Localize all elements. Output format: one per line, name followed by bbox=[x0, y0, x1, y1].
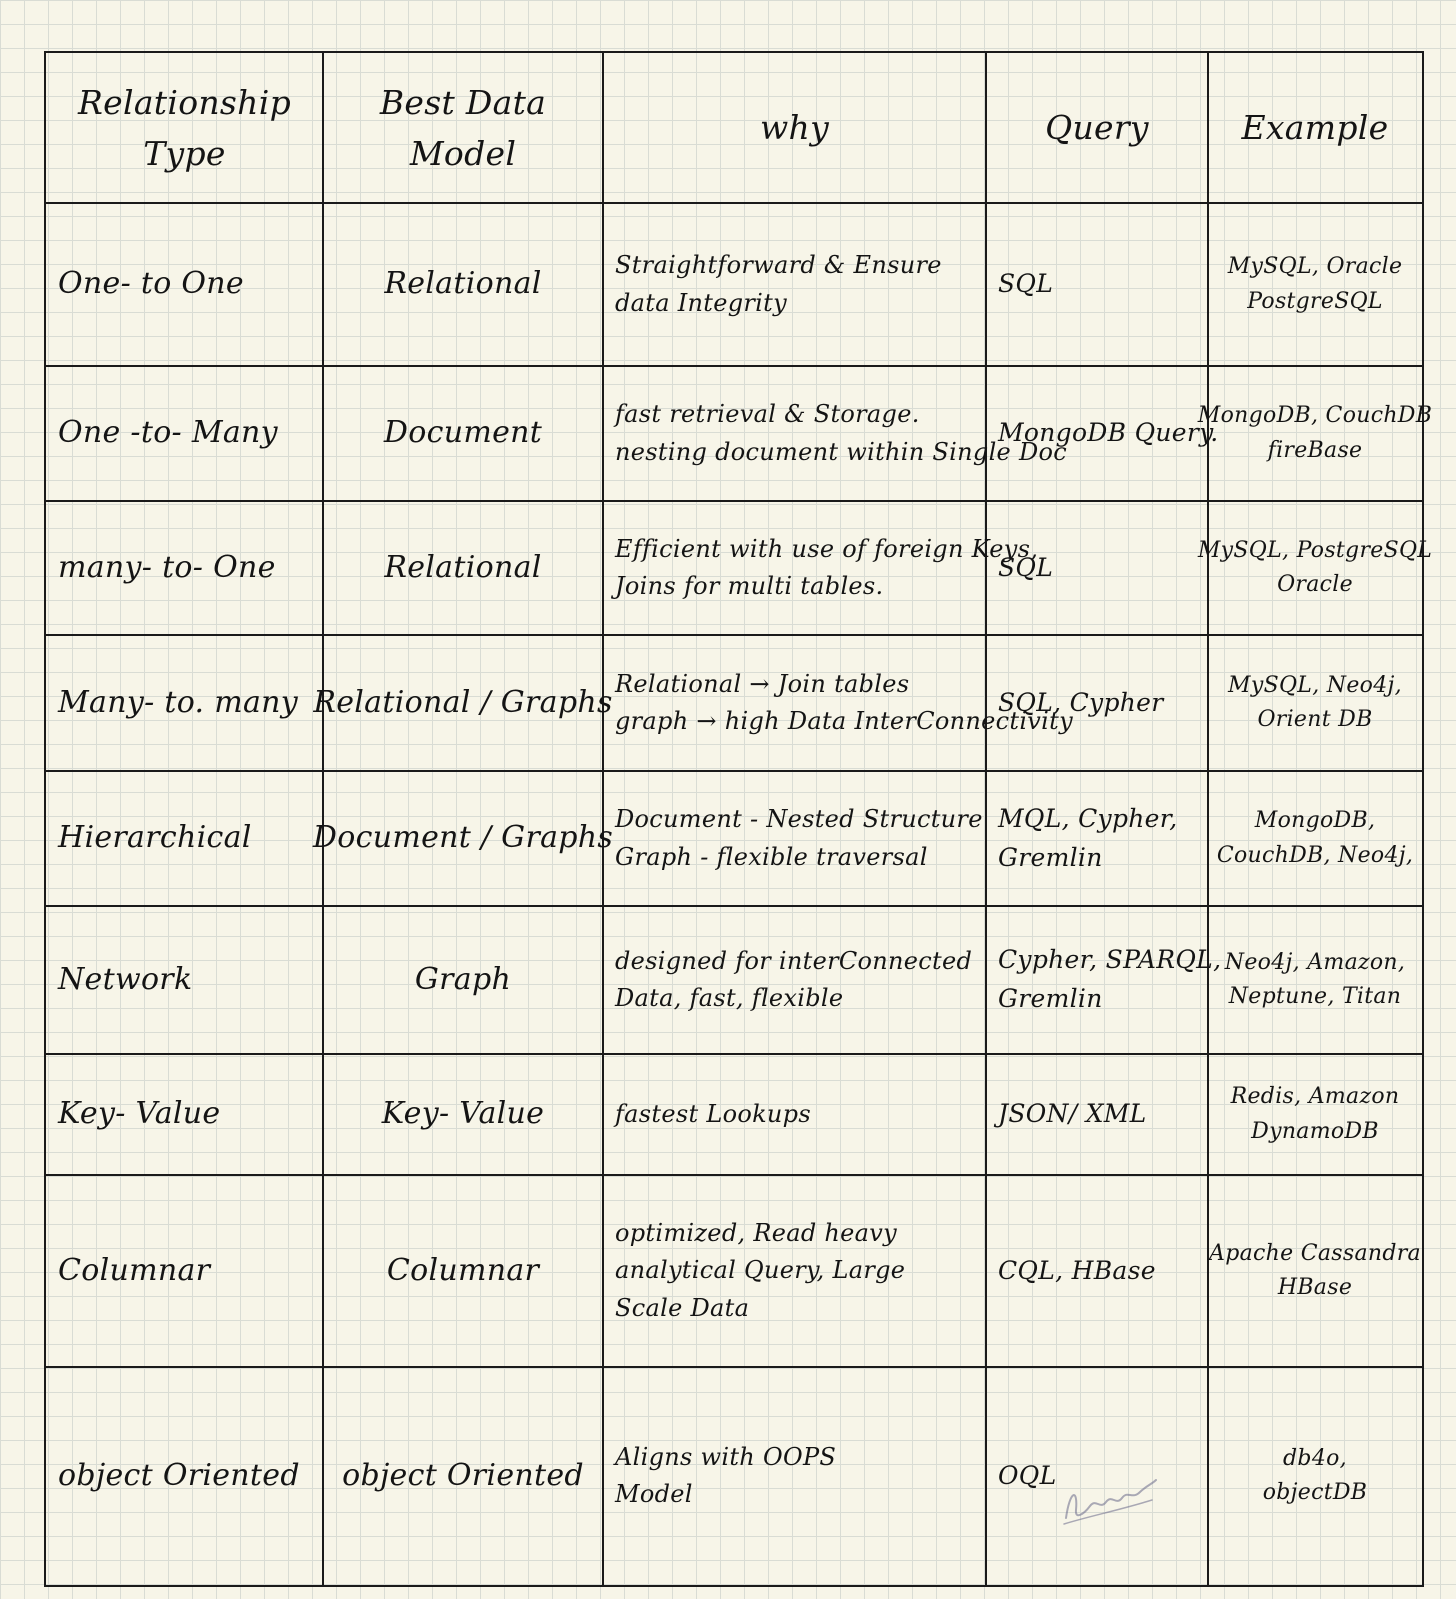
header-cell-line: Model bbox=[409, 134, 517, 173]
cell-type-line: Network bbox=[58, 961, 193, 997]
cell-example bbox=[1208, 906, 1422, 1054]
cell-type bbox=[46, 635, 323, 771]
cell-query bbox=[986, 906, 1222, 1054]
cell-type-line: One- to One bbox=[58, 266, 244, 302]
cell-example-line: CouchDB, Neo4j, bbox=[1216, 842, 1414, 868]
cell-example-line: PostgreSQL bbox=[1247, 288, 1383, 314]
cell-example bbox=[1208, 1175, 1422, 1367]
header-cell-line: Relationship bbox=[77, 82, 291, 122]
cell-example bbox=[1208, 771, 1422, 906]
cell-why-line: Efficient with use of foreign Keys, bbox=[615, 534, 1039, 563]
cell-example-line: HBase bbox=[1277, 1275, 1353, 1300]
cell-example-line: MySQL, Oracle bbox=[1227, 254, 1403, 280]
cell-query bbox=[986, 501, 1208, 635]
cell-type-line: One -to- Many bbox=[58, 415, 278, 451]
cell-model bbox=[323, 1175, 603, 1367]
cell-why bbox=[603, 366, 1068, 501]
cell-query-line: SQL bbox=[998, 552, 1054, 582]
cell-query-line: MongoDB Query. bbox=[998, 418, 1219, 448]
cell-type bbox=[46, 366, 323, 501]
cell-type-line: Columnar bbox=[58, 1252, 211, 1288]
cell-example-line: fireBase bbox=[1267, 437, 1363, 463]
cell-query-line: SQL bbox=[998, 269, 1054, 299]
cell-example bbox=[1208, 635, 1422, 771]
cell-example bbox=[1208, 1054, 1422, 1175]
cell-why bbox=[603, 203, 986, 366]
comparison-table bbox=[44, 51, 1433, 1587]
cell-query-line: Gremlin bbox=[998, 842, 1103, 872]
cell-model bbox=[323, 501, 603, 635]
cell-example-line: db4o, bbox=[1283, 1445, 1347, 1471]
header-cell-line: Best Data bbox=[379, 82, 547, 122]
header-cell-line: Example bbox=[1241, 108, 1389, 148]
cell-why-line: Data, fast, flexible bbox=[615, 984, 844, 1012]
cell-query-line: MQL, Cypher, bbox=[998, 803, 1178, 833]
cell-model bbox=[323, 1367, 603, 1585]
cell-example-line: Orient DB bbox=[1257, 707, 1373, 732]
header-cell bbox=[46, 53, 323, 203]
cell-example bbox=[1208, 1367, 1422, 1585]
cell-why-line: Model bbox=[615, 1480, 693, 1508]
cell-why-line: Document - Nested Structure bbox=[615, 805, 983, 834]
cell-why-line: fast retrieval & Storage. bbox=[615, 400, 920, 429]
cell-model bbox=[313, 635, 613, 771]
cell-why bbox=[603, 906, 986, 1054]
cell-model-line: Relational / Graphs bbox=[313, 684, 613, 720]
cell-example-line: objectDB bbox=[1262, 1480, 1368, 1505]
cell-type bbox=[46, 501, 323, 635]
cell-why-line: Relational → Join tables bbox=[615, 669, 910, 698]
cell-model-line: Document bbox=[383, 415, 543, 451]
cell-query-line: SQL, Cypher bbox=[998, 687, 1164, 717]
cell-type bbox=[46, 1054, 323, 1175]
cell-example-line: MySQL, PostgreSQL bbox=[1197, 537, 1433, 563]
cell-model bbox=[312, 771, 614, 906]
cell-query bbox=[986, 1175, 1208, 1367]
cell-example bbox=[1197, 366, 1433, 501]
cell-example-line: Apache Cassandra bbox=[1209, 1240, 1421, 1266]
cell-query bbox=[986, 635, 1208, 771]
cell-why-line: designed for interConnected bbox=[615, 946, 973, 975]
cell-example-line: Neo4j, Amazon, bbox=[1224, 949, 1406, 975]
header-cell bbox=[986, 53, 1208, 203]
cell-query-line: Gremlin bbox=[998, 984, 1103, 1013]
cell-why bbox=[603, 771, 986, 906]
cell-why-line: Joins for multi tables. bbox=[615, 572, 884, 600]
cell-query-line: OQL bbox=[998, 1460, 1057, 1490]
cell-why-line: optimized, Read heavy bbox=[615, 1219, 897, 1248]
cell-model-line: Columnar bbox=[386, 1252, 540, 1288]
cell-query-line: JSON/ XML bbox=[998, 1099, 1147, 1129]
cell-type bbox=[46, 771, 323, 906]
cell-why bbox=[603, 1175, 986, 1367]
cell-model-line: Key- Value bbox=[381, 1096, 545, 1132]
cell-model-line: object Oriented bbox=[342, 1457, 584, 1493]
cell-model bbox=[323, 366, 603, 501]
cell-example-line: DynamoDB bbox=[1251, 1118, 1379, 1144]
header-cell bbox=[323, 53, 603, 203]
cell-example-line: MongoDB, bbox=[1254, 808, 1376, 834]
cell-example bbox=[1197, 501, 1433, 635]
header-cell bbox=[1208, 53, 1422, 203]
cell-type-line: Hierarchical bbox=[58, 820, 252, 856]
cell-why-line: nesting document within Single Doc bbox=[615, 437, 1068, 466]
cell-type-line: Many- to. many bbox=[58, 684, 299, 720]
cell-example-line: Neptune, Titan bbox=[1228, 984, 1402, 1009]
cell-model-line: Document / Graphs bbox=[312, 820, 614, 856]
header-cell bbox=[603, 53, 986, 203]
cell-example-line: Redis, Amazon bbox=[1230, 1084, 1400, 1110]
cell-type bbox=[46, 1367, 323, 1585]
cell-model bbox=[323, 203, 603, 366]
header-cell-line: Type bbox=[143, 134, 226, 173]
cell-why bbox=[603, 635, 1073, 771]
cell-type bbox=[46, 1175, 323, 1367]
cell-why-line: Scale Data bbox=[615, 1293, 750, 1322]
cell-example-line: Oracle bbox=[1277, 572, 1353, 597]
header-cell-line: Query bbox=[1045, 108, 1149, 148]
cell-why-line: fastest Lookups bbox=[615, 1099, 811, 1128]
signature bbox=[1060, 1470, 1160, 1530]
cell-type-line: Key- Value bbox=[58, 1096, 221, 1132]
cell-type bbox=[46, 203, 323, 366]
cell-query bbox=[986, 203, 1208, 366]
cell-why-line: Straightforward & Ensure bbox=[615, 251, 942, 280]
cell-query-line: CQL, HBase bbox=[998, 1255, 1156, 1285]
cell-query bbox=[986, 1054, 1208, 1175]
cell-query bbox=[986, 771, 1208, 906]
cell-why-line: graph → high Data InterConnectivity bbox=[615, 707, 1073, 735]
cell-type-line: many- to- One bbox=[58, 549, 276, 585]
cell-model-line: Relational bbox=[384, 549, 542, 585]
header-cell-line: why bbox=[759, 108, 830, 148]
cell-example-line: MongoDB, CouchDB bbox=[1197, 403, 1433, 429]
cell-model-line: Graph bbox=[414, 961, 512, 997]
cell-type bbox=[46, 906, 323, 1054]
cell-why-line: Graph - flexible traversal bbox=[615, 842, 928, 871]
cell-why bbox=[603, 1054, 986, 1175]
cell-query-line: Cypher, SPARQL, bbox=[998, 945, 1222, 975]
cell-model bbox=[323, 1054, 603, 1175]
cell-why-line: analytical Query, Large bbox=[615, 1256, 906, 1285]
cell-why-line: data Integrity bbox=[615, 288, 787, 317]
cell-model-line: Relational bbox=[384, 266, 542, 302]
cell-query bbox=[986, 366, 1219, 501]
cell-why bbox=[603, 1367, 986, 1585]
cell-type-line: object Oriented bbox=[58, 1457, 300, 1493]
cell-why-line: Aligns with OOPS bbox=[615, 1442, 837, 1471]
cell-model bbox=[323, 906, 603, 1054]
cell-example bbox=[1208, 203, 1422, 366]
cell-example-line: MySQL, Neo4j, bbox=[1228, 672, 1402, 698]
